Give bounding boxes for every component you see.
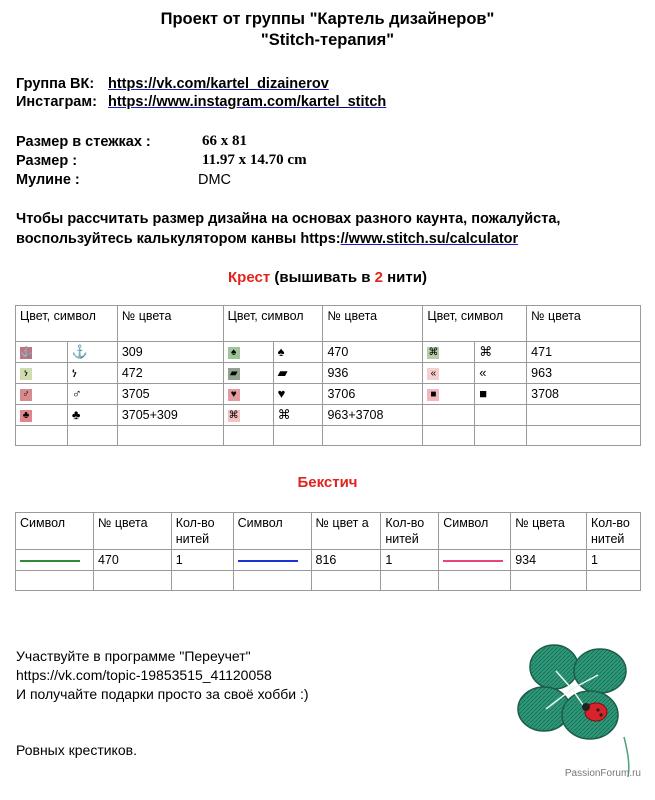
color-swatch: «: [427, 368, 439, 380]
cross-title-b: нити): [387, 269, 427, 286]
footer-line-4: Ровных крестиков.: [16, 742, 137, 758]
color-swatch: ⌘: [428, 346, 439, 358]
header-number-1: № цвета: [117, 306, 223, 342]
watermark: PassionForum.ru: [564, 768, 641, 779]
vk-label: Группа ВК:: [16, 76, 95, 92]
cross-title-red: Крест: [228, 269, 271, 286]
backstitch-count: 1: [381, 550, 439, 571]
calculator-link[interactable]: //www.stitch.su/calculator: [340, 231, 519, 247]
bs-header-number-3: № цвета: [511, 513, 587, 550]
line-symbol-cell: [439, 550, 511, 571]
color-number: 3705+309: [117, 405, 223, 426]
line-symbol-cell: [233, 550, 311, 571]
color-swatch-cell: [423, 384, 475, 405]
color-swatch: ■: [427, 389, 439, 401]
empty-cell: [93, 571, 171, 591]
color-swatch-cell: [223, 363, 273, 384]
color-number: 3708: [527, 384, 641, 405]
cross-row: [16, 426, 641, 446]
backstitch-line-icon: [238, 560, 298, 562]
color-number: 963: [527, 363, 641, 384]
vk-link[interactable]: https://vk.com/kartel_dizainerov: [108, 76, 329, 92]
page-subtitle: "Stitch-терапия": [260, 31, 395, 49]
symbol-icon: ■: [475, 384, 527, 405]
empty-cell: [311, 571, 381, 591]
color-swatch-cell: [423, 342, 475, 363]
color-swatch-cell: [423, 426, 475, 446]
color-swatch: ♠: [228, 347, 240, 359]
color-number: [117, 426, 223, 446]
cross-row: [16, 363, 641, 384]
cross-section-title: [0, 269, 655, 286]
color-swatch-cell: [223, 384, 273, 405]
backstitch-count: 1: [171, 550, 233, 571]
symbol-icon: ነ: [67, 363, 117, 384]
empty-cell: [171, 571, 233, 591]
backstitch-number: 934: [511, 550, 587, 571]
empty-cell: [511, 571, 587, 591]
backstitch-count: 1: [587, 550, 641, 571]
color-swatch-cell: [223, 405, 273, 426]
symbol-icon: ♣: [67, 405, 117, 426]
cross-row: [16, 384, 641, 405]
color-swatch-cell: [16, 363, 68, 384]
symbol-icon: [273, 426, 323, 446]
backstitch-table: [15, 512, 641, 591]
backstitch-number: 816: [311, 550, 381, 571]
size-value: 11.97 x 14.70 cm: [202, 152, 307, 168]
bs-header-count-3: Кол-во нитей: [587, 513, 641, 550]
line-symbol-cell: [16, 550, 94, 571]
cross-row: [16, 342, 641, 363]
symbol-icon: [67, 426, 117, 446]
cross-row: [16, 405, 641, 426]
color-number: 936: [323, 363, 423, 384]
calc-line-2: [16, 231, 518, 247]
bs-header-symbol-3: Символ: [439, 513, 511, 550]
color-number: 470: [323, 342, 423, 363]
header-number-3: № цвета: [527, 306, 641, 342]
color-swatch: ነ: [20, 368, 32, 380]
symbol-icon: ♠: [273, 342, 323, 363]
symbol-icon: ♥: [273, 384, 323, 405]
empty-cell: [587, 571, 641, 591]
header-color-symbol-3: Цвет, символ: [423, 306, 527, 342]
bs-header-symbol-2: Символ: [233, 513, 311, 550]
color-swatch: ♂: [20, 389, 32, 401]
size-stitches-label: Размер в стежках :: [16, 134, 151, 150]
symbol-icon: ⚓: [67, 342, 117, 363]
header-number-2: № цвета: [323, 306, 423, 342]
color-swatch: ▰: [228, 368, 240, 380]
color-number: 963+3708: [323, 405, 423, 426]
footer-line-3: И получайте подарки просто за своё хобби :): [16, 686, 309, 702]
color-swatch: ⚓: [20, 346, 33, 358]
backstitch-line-icon: [20, 560, 80, 562]
floss-value: DMC: [198, 172, 232, 188]
cross-title-num: 2: [374, 269, 383, 286]
empty-cell: [439, 571, 511, 591]
color-swatch-cell: [423, 405, 475, 426]
bs-header-number-2: № цвет а: [311, 513, 381, 550]
page-title: Проект от группы "Картель дизайнеров": [160, 10, 495, 28]
symbol-icon: [475, 426, 527, 446]
symbol-icon: ⌘: [475, 342, 527, 363]
calc-line-1: Чтобы рассчитать размер дизайна на основах разного каунта, пожалуйста,: [16, 211, 561, 227]
color-swatch: ♣: [20, 410, 32, 422]
color-swatch-cell: [16, 342, 68, 363]
empty-cell: [233, 571, 311, 591]
backstitch-row: [16, 550, 641, 571]
symbol-icon: «: [475, 363, 527, 384]
color-swatch: ♥: [228, 389, 240, 401]
cross-header-row: [16, 306, 641, 342]
size-stitches-value: 66 x 81: [202, 133, 247, 149]
empty-cell: [16, 571, 94, 591]
color-swatch-cell: [16, 405, 68, 426]
color-number: [527, 426, 641, 446]
color-swatch: ⌘: [228, 409, 239, 421]
color-swatch-cell: [16, 384, 68, 405]
color-number: 3705: [117, 384, 223, 405]
bs-header-count-1: Кол-во нитей: [171, 513, 233, 550]
symbol-icon: ⌘: [273, 405, 323, 426]
symbol-icon: ♂: [67, 384, 117, 405]
color-swatch-cell: [16, 426, 68, 446]
calc-line-2-prefix: воспользуйтесь калькулятором канвы https:: [16, 231, 341, 247]
clover-icon: [506, 627, 641, 777]
size-label: Размер :: [16, 153, 78, 169]
color-number: 472: [117, 363, 223, 384]
cross-table: [15, 305, 641, 446]
color-swatch-cell: [223, 342, 273, 363]
bs-header-number-1: № цвета: [93, 513, 171, 550]
color-number: [323, 426, 423, 446]
bs-header-count-2: Кол-во нитей: [381, 513, 439, 550]
instagram-label: Инстаграм:: [16, 94, 97, 110]
empty-cell: [381, 571, 439, 591]
backstitch-header-row: [16, 513, 641, 550]
cross-title-a: (вышивать в: [274, 269, 371, 286]
color-number: [527, 405, 641, 426]
clover-ladybug-image: [506, 627, 641, 777]
color-number: 471: [527, 342, 641, 363]
header-color-symbol-2: Цвет, символ: [223, 306, 323, 342]
color-swatch-cell: [223, 426, 273, 446]
instagram-link[interactable]: https://www.instagram.com/kartel_stitch: [108, 94, 387, 110]
footer-line-1: Участвуйте в программе "Переучет": [16, 648, 251, 664]
color-swatch-cell: [423, 363, 475, 384]
floss-label: Мулине :: [16, 172, 80, 188]
bs-header-symbol-1: Символ: [16, 513, 94, 550]
header-color-symbol-1: Цвет, символ: [16, 306, 118, 342]
backstitch-empty-row: [16, 571, 641, 591]
backstitch-title: Бекстич: [297, 474, 358, 491]
symbol-icon: ▰: [273, 363, 323, 384]
color-number: 309: [117, 342, 223, 363]
footer-link[interactable]: https://vk.com/topic-19853515_41120058: [16, 667, 272, 683]
symbol-icon: [475, 405, 527, 426]
backstitch-number: 470: [93, 550, 171, 571]
color-number: 3706: [323, 384, 423, 405]
backstitch-line-icon: [443, 560, 503, 562]
